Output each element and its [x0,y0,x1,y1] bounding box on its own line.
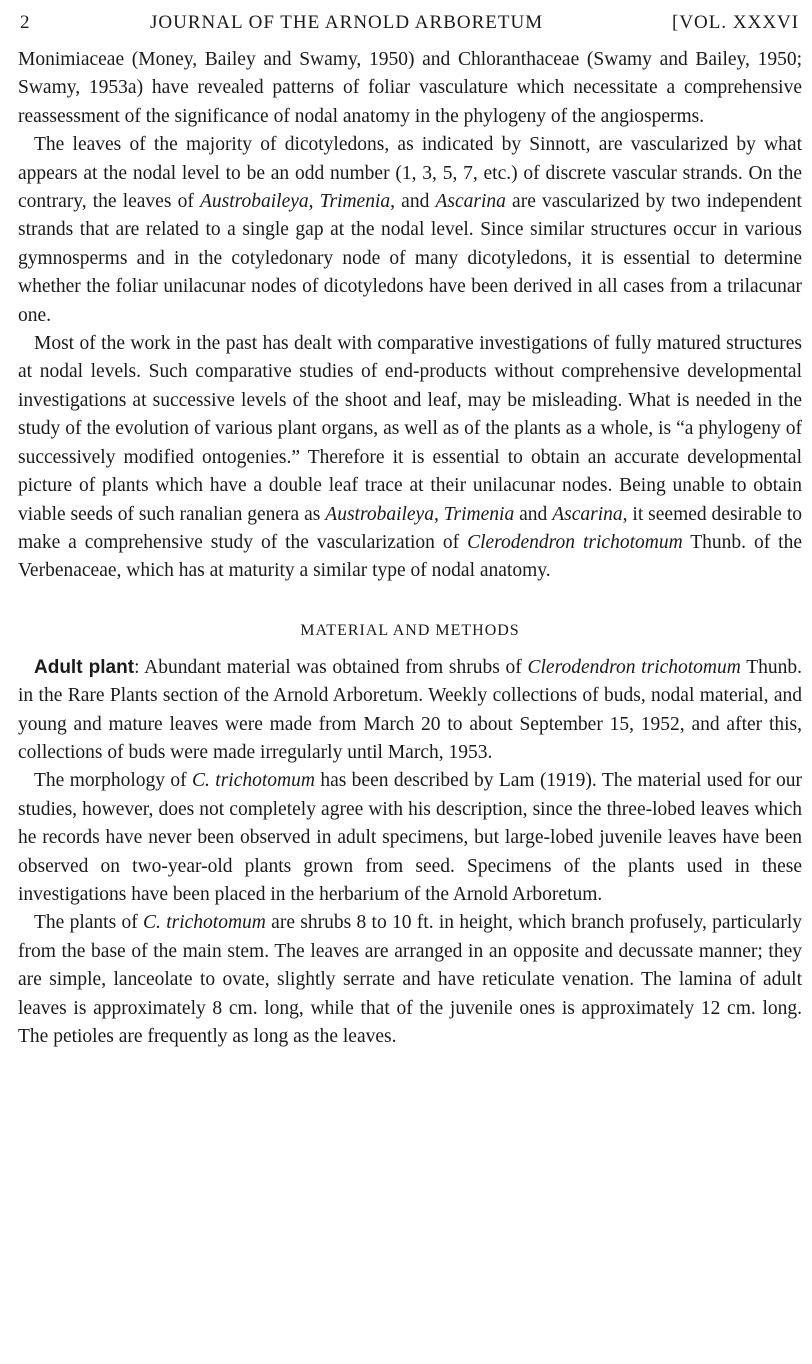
paragraph-morphology [18,767,802,909]
text-run: Monimiaceae (Money, Bailey and Swamy, 1950) and Chloranthaceae (Swamy and Bailey, 1950; Swamy, 1953a) have revealed patterns of foliar vasculature which necessitate a comprehensive reassessment of the significance of nodal anatomy in the phylogeny of the angiosperms. [18,49,802,127]
journal-title: JOURNAL OF THE ARNOLD ARBORETUM [150,12,544,33]
text-run: Thunb. of the Verbenaceae, which has at maturity a similar type of nodal anatomy. [18,531,802,582]
section-heading: MATERIAL AND METHODS [300,621,520,639]
text-run: are vascularized by two independent strands that are related to a single gap at the nodal level. Since similar structures occur in various gymnosperms and in the cotyledonary node of many dicotyledons, it is essential to determine whether the foliar unilacunar nodes of dicotyledons have been derived in all cases from a trilacunar one. [18,191,802,326]
genus-name: Trimenia [443,503,515,525]
paragraph-plant-description [18,909,802,1051]
paragraph-past-work [18,330,802,586]
species-name: C. trichotomum [192,770,315,792]
genus-name: Austrobaileya [199,191,309,213]
genus-name: Austrobaileya [325,503,434,525]
text-run: and [514,503,553,525]
volume-label: [VOL. XXXVI [672,12,800,33]
paragraph-lead: Adult plant [34,656,135,678]
paragraph-leaf-vascularization [18,131,802,330]
journal-page [18,6,802,1051]
genus-name: Ascarina [552,503,623,525]
text-run: The morphology of [34,770,193,792]
genus-name: Ascarina [435,191,506,213]
species-name: Clerodendron trichotomum [467,531,683,553]
text-run: : Abundant material was obtained from shrubs of [134,656,528,678]
text-run: , [308,191,320,213]
genus-name: Trimenia [319,191,391,213]
text-run: The plants of [34,912,144,934]
text-run: has been described by Lam (1919). The material used for our studies, however, does not completely agree with his description, since the three-lobed leaves which he records have never been observed in adult specimens, but large-lobed juvenile leaves have been observed on two-year-old plants grown from seed. Specimens of the plants used in these investigations have been placed in the herbarium of the Arnold Arboretum. [18,770,802,905]
text-run: Most of the work in the past has dealt with comparative investigations of fully matured structures at nodal levels. Such comparative studies of end-products without comprehensive developmental investigations at successive levels of the shoot and leaf, may be misleading. What is needed in the study of the evolution of various plant organs, as well as of the plants as a whole, is “a phylogeny of successively modified ontogenies.” Therefore it is essential to obtain an accurate developmental picture of plants which have a double leaf trace at their unilacunar nodes. Being unable to obtain viable seeds of such ranalian genera as [18,333,802,525]
species-name: Clerodendron trichotomum [527,656,741,678]
species-name: C. trichotomum [143,912,266,934]
paragraph-adult-plant [18,654,802,768]
text-run: Thunb. in the Rare Plants section of the Arnold Arboretum. Weekly collections of buds, nodal material, and young and mature leaves were made from March 20 to about September 15, 1952, and after this, collections of buds were made irregularly until March, 1953. [18,656,803,763]
running-head [18,6,802,46]
text-run: , it seemed desirable to make a comprehensive study of the vascularization of [18,503,803,553]
text-run: are shrubs 8 to 10 ft. in height, which branch profusely, particularly from the base of the main stem. The leaves are arranged in an opposite and decussate manner; they are simple, lanceolate to ovate, slightly serrate and have reticulate venation. The lamina of adult leaves is approximately 8 cm. long, while that of the juvenile ones is approximately 12 cm. long. The petioles are frequently as long as the leaves. [18,912,802,1047]
paragraph-intro-continued [18,46,802,131]
text-run: , and [390,191,436,213]
page-number: 2 [20,12,30,33]
text-run: , [433,503,444,525]
text-run: The leaves of the majority of dicotyledons, as indicated by Sinnott, are vascularized by what appears at the nodal level to be an odd number (1, 3, 5, 7, etc.) of discrete vascular strands. On the contrary, the leaves of [18,134,802,213]
